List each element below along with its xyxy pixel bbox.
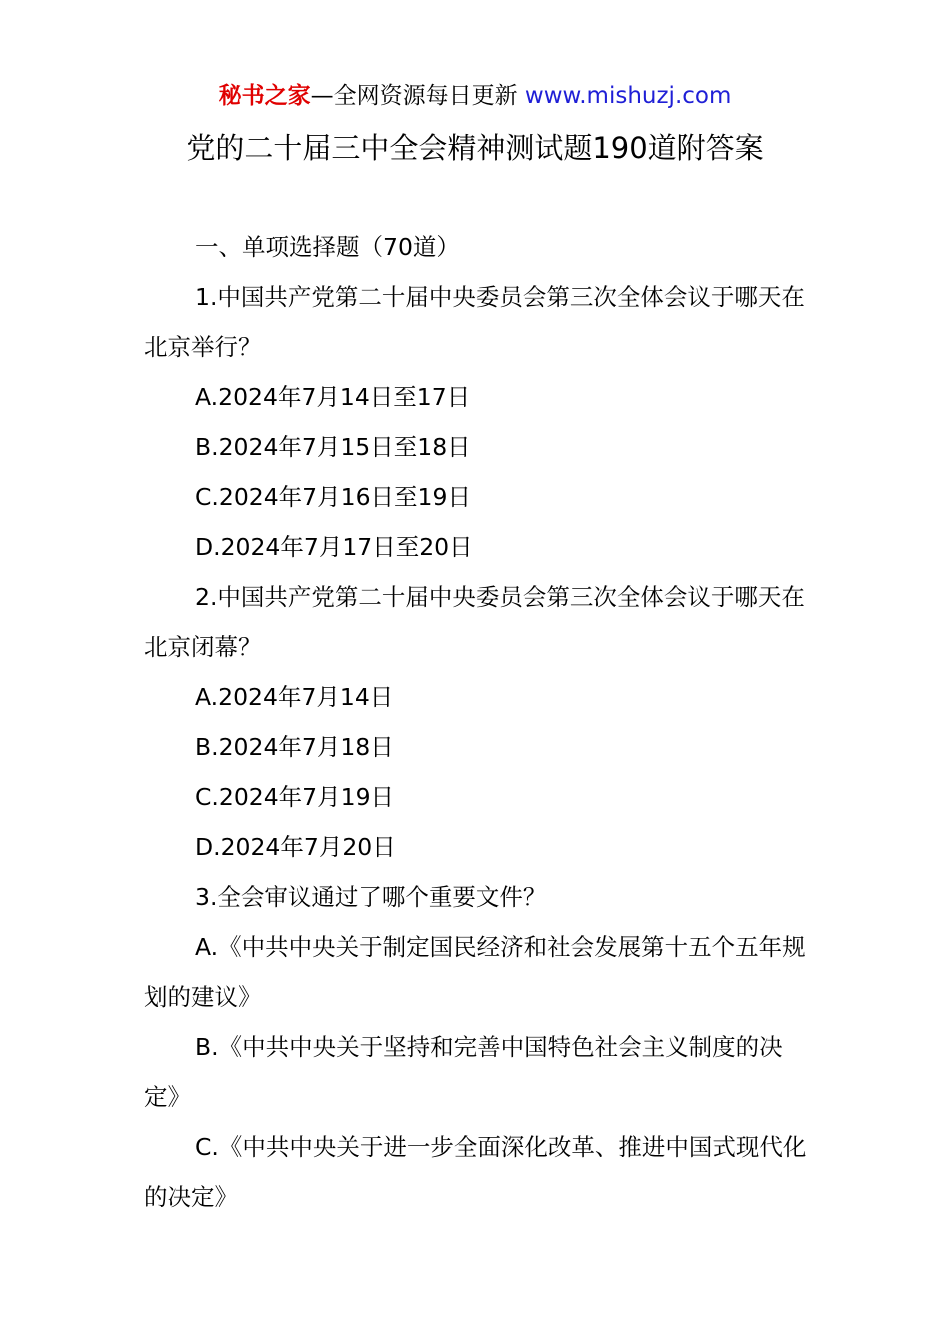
question-1-option-c: C.2024年7月16日至19日 (195, 483, 471, 511)
document-title: 党的二十届三中全会精神测试题190道附答案 (186, 131, 764, 165)
question-2: 2.中国共产党第二十届中央委员会第三次全体会议于哪天在北京闭幕？ (144, 583, 805, 661)
question-2-option-b: B.2024年7月18日 (195, 733, 394, 761)
question-1-option-b: B.2024年7月15日至18日 (195, 433, 471, 461)
question-3-option-b: B.《中共中央关于坚持和完善中国特色社会主义制度的决定》 (144, 1033, 783, 1111)
question-3: 3.全会审议通过了哪个重要文件？ (195, 883, 547, 911)
site-url-link[interactable]: www.mishuzj.com (524, 83, 732, 109)
question-3-option-a: A.《中共中央关于制定国民经济和社会发展第十五个五年规划的建议》 (144, 933, 806, 1011)
question-1-option-a: A.2024年7月14日至17日 (195, 383, 471, 411)
question-3-option-c: C.《中共中央关于进一步全面深化改革、推进中国式现代化的决定》 (144, 1133, 807, 1211)
question-2-option-d: D.2024年7月20日 (195, 833, 396, 861)
site-brand: 秘书之家 (218, 83, 311, 109)
question-1: 1.中国共产党第二十届中央委员会第三次全体会议于哪天在北京举行？ (144, 283, 805, 361)
question-2-option-c: C.2024年7月19日 (195, 783, 395, 811)
document-body (144, 222, 814, 1222)
question-2-option-a: A.2024年7月14日 (195, 683, 394, 711)
site-tagline: —全网资源每日更新 (310, 83, 518, 109)
question-1-option-d: D.2024年7月17日至20日 (195, 533, 473, 561)
site-banner (0, 80, 950, 112)
section-heading: 一、单项选择题（70道） (195, 233, 460, 261)
